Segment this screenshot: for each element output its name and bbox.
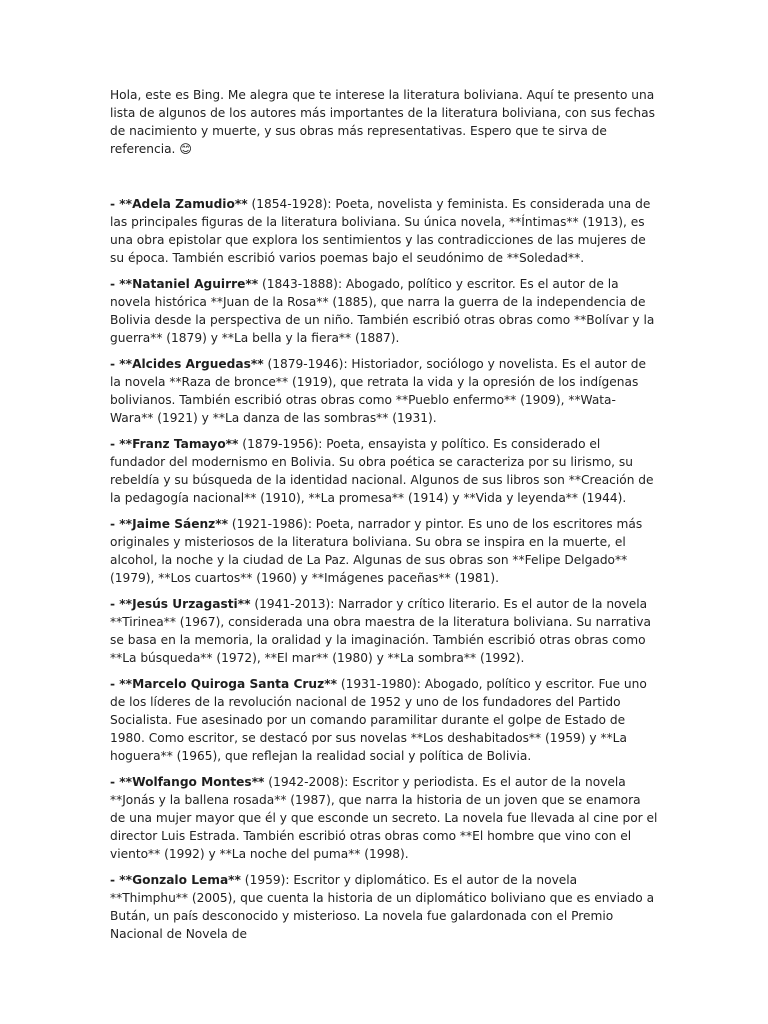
entry-lead: - ** (110, 357, 133, 371)
entry-lead: - ** (110, 197, 133, 211)
author-name: Alcides Arguedas** (132, 357, 264, 371)
author-entry-urzagasti (110, 595, 658, 667)
author-description: (1931-1980): Abogado, político y escritor. Fue uno de los líderes de la revolución nacional de 1952 y uno de los fundadores del Partido Socialista. Fue asesinado por un comando paramilitar durante el golpe de Estado de 1980. Como escritor, se destacó por sus novelas **Los deshabitados** (1959) y **La hoguera** (1965), que reflejan la realidad social y política de Bolivia. (110, 677, 647, 763)
author-name: Jaime Sáenz** (132, 517, 228, 531)
author-entry-zamudio (110, 195, 658, 267)
entry-lead: - ** (110, 437, 133, 451)
author-entry-montes (110, 773, 658, 863)
author-description: (1843-1888): Abogado, político y escritor. Es el autor de la novela histórica **Juan de la Rosa** (1885), que narra la guerra de la independencia de Bolivia desde la perspectiva de un niño. También escribió otras obras como **Bolívar y la guerra** (1879) y **La bella y la fiera** (1887). (110, 277, 655, 345)
entry-lead: - ** (110, 517, 133, 531)
author-entry-quiroga (110, 675, 658, 765)
author-description: (1921-1986): Poeta, narrador y pintor. Es uno de los escritores más originales y misteriosos de la literatura boliviana. Su obra se inspira en la muerte, el alcohol, la noche y la ciudad de La Paz. Algunas de sus obras son **Felipe Delgado** (1979), **Los cuartos** (1960) y **Imágenes paceñas** (1981). (110, 517, 643, 585)
author-name: Nataniel Aguirre** (132, 277, 259, 291)
author-name: Franz Tamayo** (132, 437, 239, 451)
entry-lead: - ** (110, 597, 133, 611)
entry-lead: - ** (110, 677, 133, 691)
author-name: Adela Zamudio** (132, 197, 248, 211)
author-name: Jesús Urzagasti** (132, 597, 251, 611)
author-description: (1879-1946): Historiador, sociólogo y novelista. Es el autor de la novela **Raza de bronce** (1919), que retrata la vida y la opresión de los indígenas bolivianos. También escribió otras obras como **Pueblo enfermo** (1909), **Wata-Wara** (1921) y **La danza de las sombras** (1931). (110, 357, 646, 425)
intro-paragraph: Hola, este es Bing. Me alegra que te interese la literatura boliviana. Aquí te presento una lista de algunos de los autores más importantes de la literatura boliviana, con sus fechas de nacimiento y muerte, y sus obras más representativas. Espero que te sirva de referencia. 😊 (110, 88, 655, 156)
author-entry-tamayo (110, 435, 658, 507)
author-entry-saenz (110, 515, 658, 587)
entry-lead: - ** (110, 775, 133, 789)
entry-lead: - ** (110, 873, 133, 887)
author-name: Marcelo Quiroga Santa Cruz** (132, 677, 337, 691)
author-description: (1854-1928): Poeta, novelista y feminista. Es considerada una de las principales figuras de la literatura boliviana. Su única novela, **Íntimas** (1913), es una obra epistolar que explora los sentimientos y las contradicciones de las mujeres de su época. También escribió varios poemas bajo el seudónimo de **Soledad**. (110, 197, 651, 265)
author-name: Gonzalo Lema** (132, 873, 241, 887)
author-description: (1942-2008): Escritor y periodista. Es el autor de la novela **Jonás y la ballena rosada** (1987), que narra la historia de un joven que se enamora de una mujer mayor que él y que esconde un secreto. La novela fue llevada al cine por el director Luis Estrada. También escribió otras obras como **El hombre que vino con el viento** (1992) y **La noche del puma** (1998). (110, 775, 658, 861)
document-body (110, 86, 658, 951)
author-entry-lema (110, 871, 658, 943)
author-description: (1941-2013): Narrador y crítico literario. Es el autor de la novela **Tirinea** (1967), considerada una obra maestra de la literatura boliviana. Su narrativa se basa en la memoria, la oralidad y la imaginación. También escribió otras obras como **La búsqueda** (1972), **El mar** (1980) y **La sombra** (1992). (110, 597, 651, 665)
author-name: Wolfango Montes** (132, 775, 265, 789)
entry-lead: - ** (110, 277, 133, 291)
author-description: (1879-1956): Poeta, ensayista y político. Es considerado el fundador del modernismo en Bolivia. Su obra poética se caracteriza por su lirismo, su rebeldía y su búsqueda de la identidad nacional. Algunos de sus libros son **Creación de la pedagogía nacional** (1910), **La promesa** (1914) y **Vida y leyenda** (1944). (110, 437, 654, 505)
author-entry-aguirre (110, 275, 658, 347)
author-entry-arguedas (110, 355, 658, 427)
author-description: (1959): Escritor y diplomático. Es el autor de la novela **Thimphu** (2005), que cuenta la historia de un diplomático boliviano que es enviado a Bután, un país desconocido y misterioso. La novela fue galardonada con el Premio Nacional de Novela de (110, 873, 655, 941)
